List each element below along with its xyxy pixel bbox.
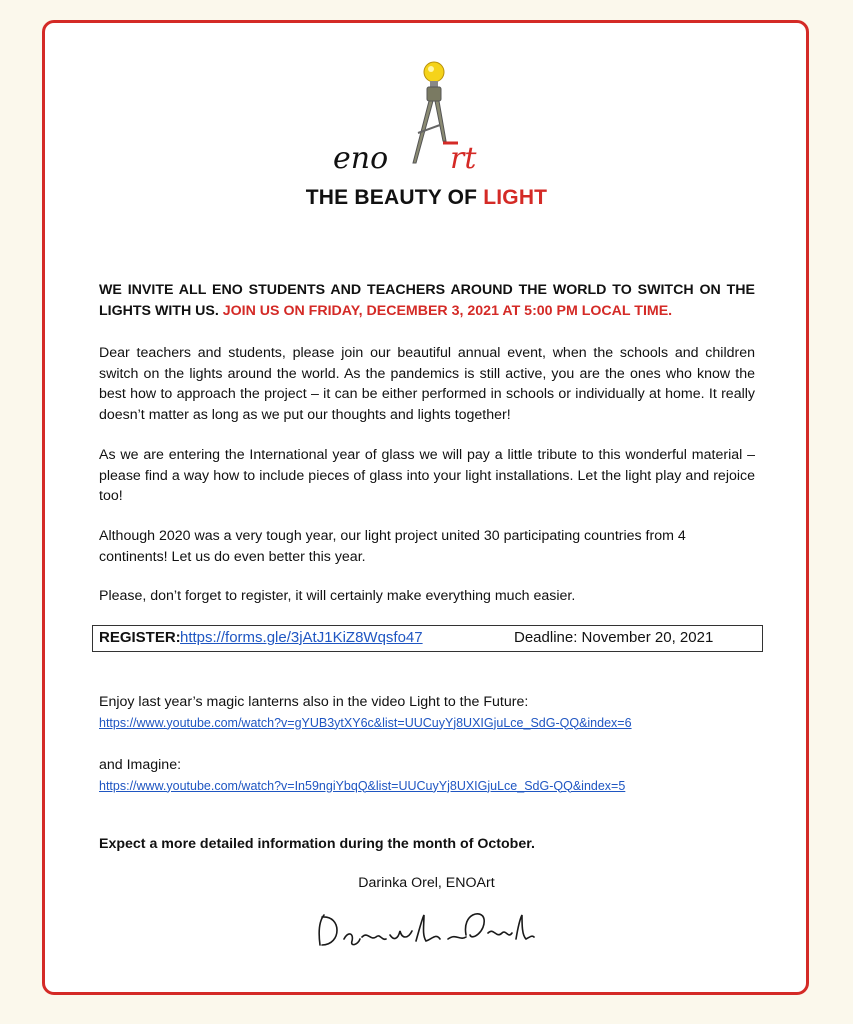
handwritten-signature: [312, 905, 537, 960]
video1-section: [99, 692, 755, 733]
register-box: [92, 625, 763, 652]
paragraph-1: Dear teachers and students, please join our beautiful annual event, when the schools and children switch on the lights around the world. As the pandemics is still active, you are the ones who know the best how to approach the project – it can be either performed in schools or individually at home. It really doesn’t matter as long as we put our thoughts and lights together!: [99, 345, 755, 423]
closing-note: Expect a more detailed information during the month of October.: [99, 836, 535, 852]
enoart-logo: [330, 55, 520, 185]
intro-bold-black: WE INVITE ALL ENO STUDENTS AND TEACHERS AROUND THE WORLD TO SWITCH ON THE LIGHTS WITH US.: [99, 282, 755, 319]
video2-section: [99, 755, 755, 796]
logo-wordmark: eno: [333, 141, 389, 176]
paragraph-4: Please, don’t forget to register, it will certainly make everything much easier.: [99, 588, 576, 604]
register-label: REGISTER:: [99, 629, 181, 646]
video2-text: and Imagine:: [99, 757, 182, 773]
register-link[interactable]: https://forms.gle/3jAtJ1KiZ8Wqsfo47: [180, 629, 423, 646]
video2-link[interactable]: https://www.youtube.com/watch?v=In59ngiYbqQ&list=UUCuyYj8UXIGjuLce_SdG-QQ&index=5: [99, 778, 626, 793]
svg-text:rt: rt: [450, 141, 477, 176]
signer-name: Darinka Orel, ENOArt: [358, 875, 495, 891]
video1-text: Enjoy last year’s magic lanterns also in the video Light to the Future:: [99, 694, 529, 710]
compass-icon: [413, 87, 446, 163]
intro-bold-red: JOIN US ON FRIDAY, DECEMBER 3, 2021 AT 5:00 PM LOCAL TIME.: [222, 302, 673, 319]
page-title: [0, 186, 853, 210]
title-part1: THE BEAUTY OF: [305, 186, 484, 209]
title-part2: LIGHT: [483, 186, 548, 209]
intro-paragraph: [99, 280, 755, 321]
deadline-text: Deadline: November 20, 2021: [514, 629, 714, 646]
paragraph-3: Although 2020 was a very tough year, our light project united 30 participating countries from 4 continents! Let us do even better this year.: [99, 528, 686, 565]
light-bulb-icon: [424, 62, 444, 87]
video1-link[interactable]: https://www.youtube.com/watch?v=gYUB3ytXY6c&list=UUCuyYj8UXIGjuLce_SdG-QQ&index=6: [99, 715, 632, 730]
paragraph-2: As we are entering the International year of glass we will pay a little tribute to this wonderful material – please find a way how to include pieces of glass into your light installations. Let the light play and rejoice too!: [99, 447, 755, 504]
